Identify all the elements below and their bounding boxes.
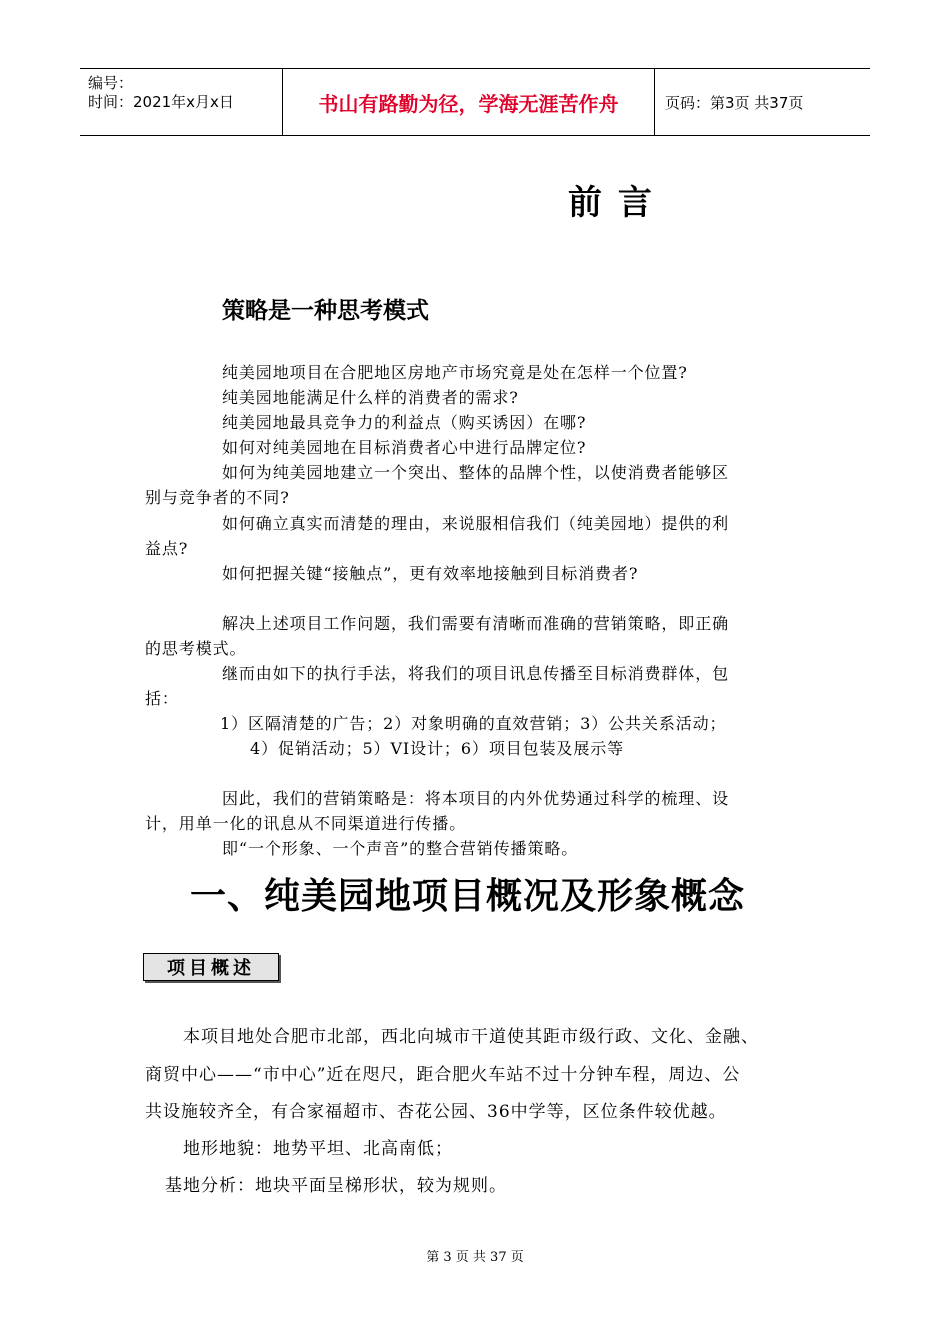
- paragraph-line: 解决上述项目工作问题，我们需要有清晰而准确的营销策略，即正确: [222, 614, 730, 633]
- paragraph-line: 即“一个形象、一个声音”的整合营销传播策略。: [222, 839, 579, 858]
- paragraph-line: 如何把握关键“接触点”，更有效率地接触到目标消费者?: [222, 564, 639, 583]
- paragraph-line: 地形地貌：地势平坦、北高南低；: [183, 1139, 453, 1159]
- paragraph-line: 如何为纯美园地建立一个突出、整体的品牌个性，以使消费者能够区: [222, 463, 730, 482]
- paragraph-line: 益点?: [145, 539, 189, 558]
- paragraph-line: 的思考模式。: [145, 639, 247, 658]
- serial-label: 编号：: [88, 74, 134, 92]
- section-box-label: 项目概述: [143, 953, 279, 981]
- date-line: 时间：2021年x月x日: [88, 93, 234, 111]
- page-footer: 第 3 页 共 37 页: [426, 1250, 524, 1265]
- paragraph-line: 继而由如下的执行手法，将我们的项目讯息传播至目标消费群体，包: [222, 664, 730, 683]
- paragraph-line: 别与竞争者的不同?: [145, 488, 290, 507]
- page-info: 页码：第3页 共37页: [665, 93, 804, 112]
- paragraph-line: 共设施较齐全，有合家福超市、杏花公园、36中学等，区位条件较优越。: [145, 1102, 727, 1122]
- paragraph-line: 纯美园地最具竞争力的利益点（购买诱因）在哪?: [222, 413, 587, 432]
- section-title: 一、纯美园地项目概况及形象概念: [190, 876, 746, 917]
- preface-subtitle: 策略是一种思考模式: [222, 298, 429, 324]
- paragraph-line: 因此，我们的营销策略是：将本项目的内外优势通过科学的梳理、设: [222, 789, 730, 808]
- paragraph-line: 括：: [145, 689, 179, 708]
- paragraph-line: 1）区隔清楚的广告；2）对象明确的直效营销；3）公共关系活动；: [220, 714, 727, 733]
- preface-title: 前 言: [568, 183, 654, 223]
- motto: 书山有路勤为径，学海无涯苦作舟: [282, 69, 655, 135]
- paragraph-line: 4）促销活动；5）VI设计；6）项目包装及展示等: [250, 739, 625, 758]
- paragraph-line: 计，用单一化的讯息从不同渠道进行传播。: [145, 814, 467, 833]
- paragraph-line: 商贸中心——“市中心”近在咫尺，距合肥火车站不过十分钟车程，周边、公: [145, 1065, 741, 1085]
- paragraph-line: 如何确立真实而清楚的理由，来说服相信我们（纯美园地）提供的利: [222, 514, 730, 533]
- paragraph-line: 如何对纯美园地在目标消费者心中进行品牌定位?: [222, 438, 587, 457]
- paragraph-line: 本项目地处合肥市北部，西北向城市干道使其距市级行政、文化、金融、: [183, 1027, 759, 1047]
- paragraph-line: 基地分析：地块平面呈梯形状，较为规则。: [165, 1176, 507, 1196]
- header-table: [80, 68, 870, 136]
- header-left-cell: [80, 69, 282, 135]
- paragraph-line: 纯美园地能满足什么样的消费者的需求?: [222, 388, 519, 407]
- paragraph-line: 纯美园地项目在合肥地区房地产市场究竟是处在怎样一个位置?: [222, 363, 688, 382]
